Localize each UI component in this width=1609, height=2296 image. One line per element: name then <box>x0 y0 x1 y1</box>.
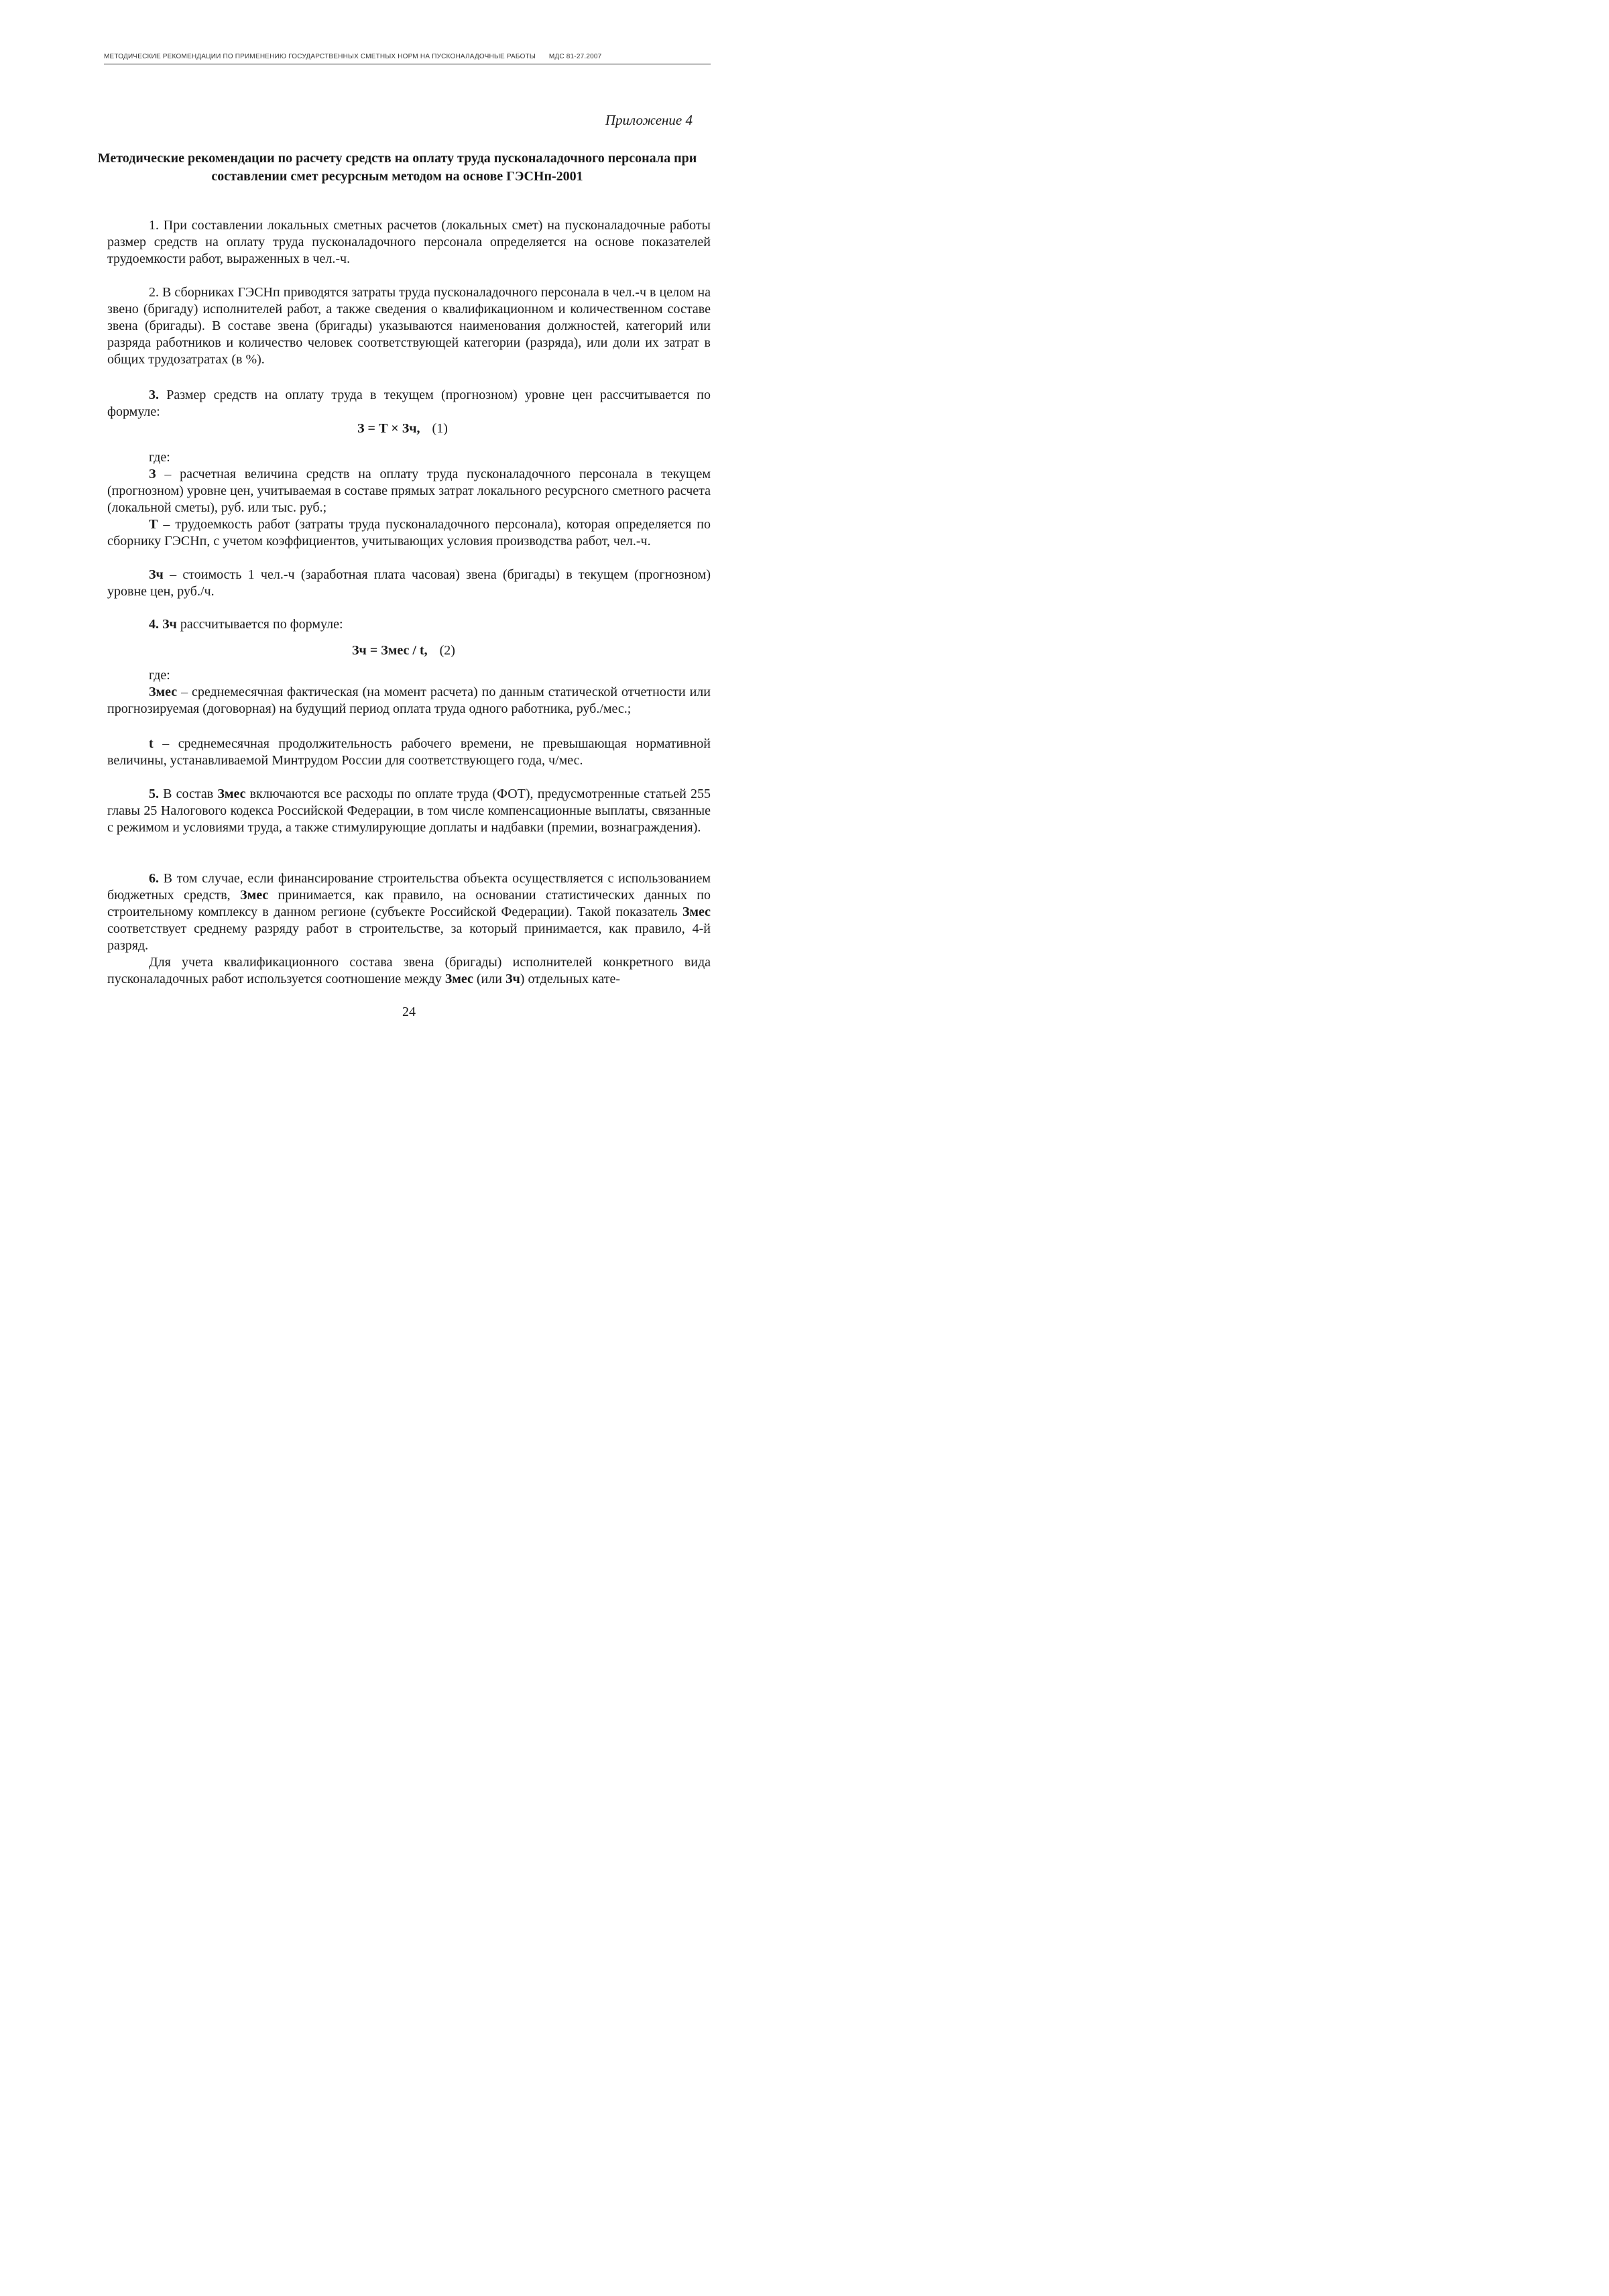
appendix-label: Приложение 4 <box>605 112 693 128</box>
definition-term: Т <box>149 517 158 532</box>
paragraph-7-text: Для учета квалификационного состава звена (бригады) исполнителей конкретного вида пусконаладочных работ используется соотношение между <box>107 955 711 986</box>
formula-2-expression: Зч = Змес / t, <box>352 643 428 658</box>
document-page <box>0 0 738 1046</box>
definition-t-hours <box>107 736 711 769</box>
paragraph-1: 1. При составлении локальных сметных расчетов (локальных смет) на пусконаладочные работы размер средств на оплату труда пусконаладочного персонала определяется на основе показателей трудоемкости работ, выраженных в чел.-ч. <box>107 218 711 266</box>
paragraph-6-term: Змес <box>682 905 711 919</box>
formula-1-expression: З = Т × Зч, <box>357 421 420 436</box>
formula-2-number: (2) <box>439 643 455 658</box>
paragraph-6-number: 6. <box>149 871 159 886</box>
paragraph-4-number: 4. <box>149 617 159 632</box>
paragraph-6-text: соответствует среднему разряду работ в строительстве, за который принимается, как правило, 4-й разряд. <box>107 921 711 953</box>
paragraph-2: 2. В сборниках ГЭСНп приводятся затраты труда пусконаладочного персонала в чел.-ч в целом на звено (бригаду) исполнителей работ, а также сведения о квалификационном и количественном составе звена (бригады). В составе звена (бригады) указываются наименования должностей, категорий или разряда работников и количество человек соответствующей категории (разряда), или доли их затрат в общих трудозатратах (в %). <box>107 285 711 367</box>
where-label-1: где: <box>149 450 170 465</box>
running-title: МЕТОДИЧЕСКИЕ РЕКОМЕНДАЦИИ ПО ПРИМЕНЕНИЮ ГОСУДАРСТВЕННЫХ СМЕТНЫХ НОРМ НА ПУСКОНАЛАДОЧНЫЕ РАБОТЫ <box>104 53 536 60</box>
running-header <box>104 53 711 60</box>
formula-1-number: (1) <box>432 421 448 436</box>
formula-2 <box>352 642 455 659</box>
document-title: Методические рекомендации по расчету средств на оплату труда пусконаладочного персонала при составлении смет ресурсным методом на основе ГЭСНп-2001 <box>97 151 697 184</box>
paragraph-5-number: 5. <box>149 787 159 801</box>
paragraph-5-text: В состав <box>159 787 218 801</box>
document-code: МДС 81-27.2007 <box>548 53 602 60</box>
paragraph-7-term: Змес <box>444 972 473 986</box>
definition-text: – стоимость 1 чел.-ч (заработная плата часовая) звена (бригады) в текущем (прогнозном) уровне цен, руб./ч. <box>107 567 711 599</box>
paragraph-5-term: Змес <box>217 787 246 801</box>
definition-term: t <box>149 736 154 751</box>
definition-zch <box>107 567 711 600</box>
paragraph-3-number: 3. <box>149 388 159 402</box>
formula-1 <box>357 420 448 437</box>
definition-term: З <box>149 467 156 481</box>
paragraph-7-text: ) отдельных кате- <box>520 972 620 986</box>
definition-text: – среднемесячная продолжительность рабочего времени, не превышающая нормативной величины, устанавливаемой Минтрудом России для соответствующего года, ч/мес. <box>107 736 711 768</box>
where-label-2: где: <box>149 668 170 683</box>
paragraph-7-text: (или <box>473 972 505 986</box>
definition-zmes <box>107 684 711 718</box>
paragraph-4-term: Зч <box>159 617 177 632</box>
paragraph-7-term: Зч <box>505 972 520 986</box>
paragraph-7 <box>107 954 711 988</box>
paragraph-3 <box>107 387 711 420</box>
paragraph-6-term: Змес <box>240 888 269 903</box>
definition-text: – трудоемкость работ (затраты труда пусконаладочного персонала), которая определяется по сборнику ГЭСНп, с учетом коэффициентов, учитывающих условия производства работ, чел.-ч. <box>107 517 711 549</box>
paragraph-4 <box>107 616 711 633</box>
paragraph-4-text: рассчитывается по формуле: <box>176 617 343 632</box>
paragraph-3-text: Размер средств на оплату труда в текущем (прогнозном) уровне цен рассчитывается по формуле: <box>107 388 711 419</box>
definition-text: – среднемесячная фактическая (на момент расчета) по данным статической отчетности или прогнозируемая (договорная) на будущий период оплата труда одного работника, руб./мес.; <box>107 685 711 716</box>
definition-z <box>107 466 711 516</box>
paragraph-5-text: включаются все расходы по оплате труда (ФОТ), предусмотренные статьей 255 главы 25 Налогового кодекса Российской Федерации, в том числе компенсационные выплаты, связанные с режимом и условиями труда, а также стимулирующие доплаты и надбавки (премии, вознаграждения). <box>107 787 711 835</box>
definition-text: – расчетная величина средств на оплату труда пусконаладочного персонала в текущем (прогнозном) уровне цен, учитываемая в составе прямых затрат локального ресурсного сметного расчета (локальной сметы), руб. или тыс. руб.; <box>107 467 711 515</box>
paragraph-6 <box>107 870 711 954</box>
definition-term: Змес <box>149 685 178 699</box>
definition-term: Зч <box>149 567 164 582</box>
paragraph-6-text: В том случае, если финансирование строительства объекта осуществляется с использованием бюджетных средств, <box>107 871 711 903</box>
definition-t-labor <box>107 516 711 550</box>
paragraph-6-text: принимается, как правило, на основании статистических данных по строительному комплексу в данном регионе (субъекте Российской Федерации). Такой показатель <box>107 888 711 919</box>
paragraph-5 <box>107 786 711 836</box>
page-number: 24 <box>402 1005 416 1019</box>
